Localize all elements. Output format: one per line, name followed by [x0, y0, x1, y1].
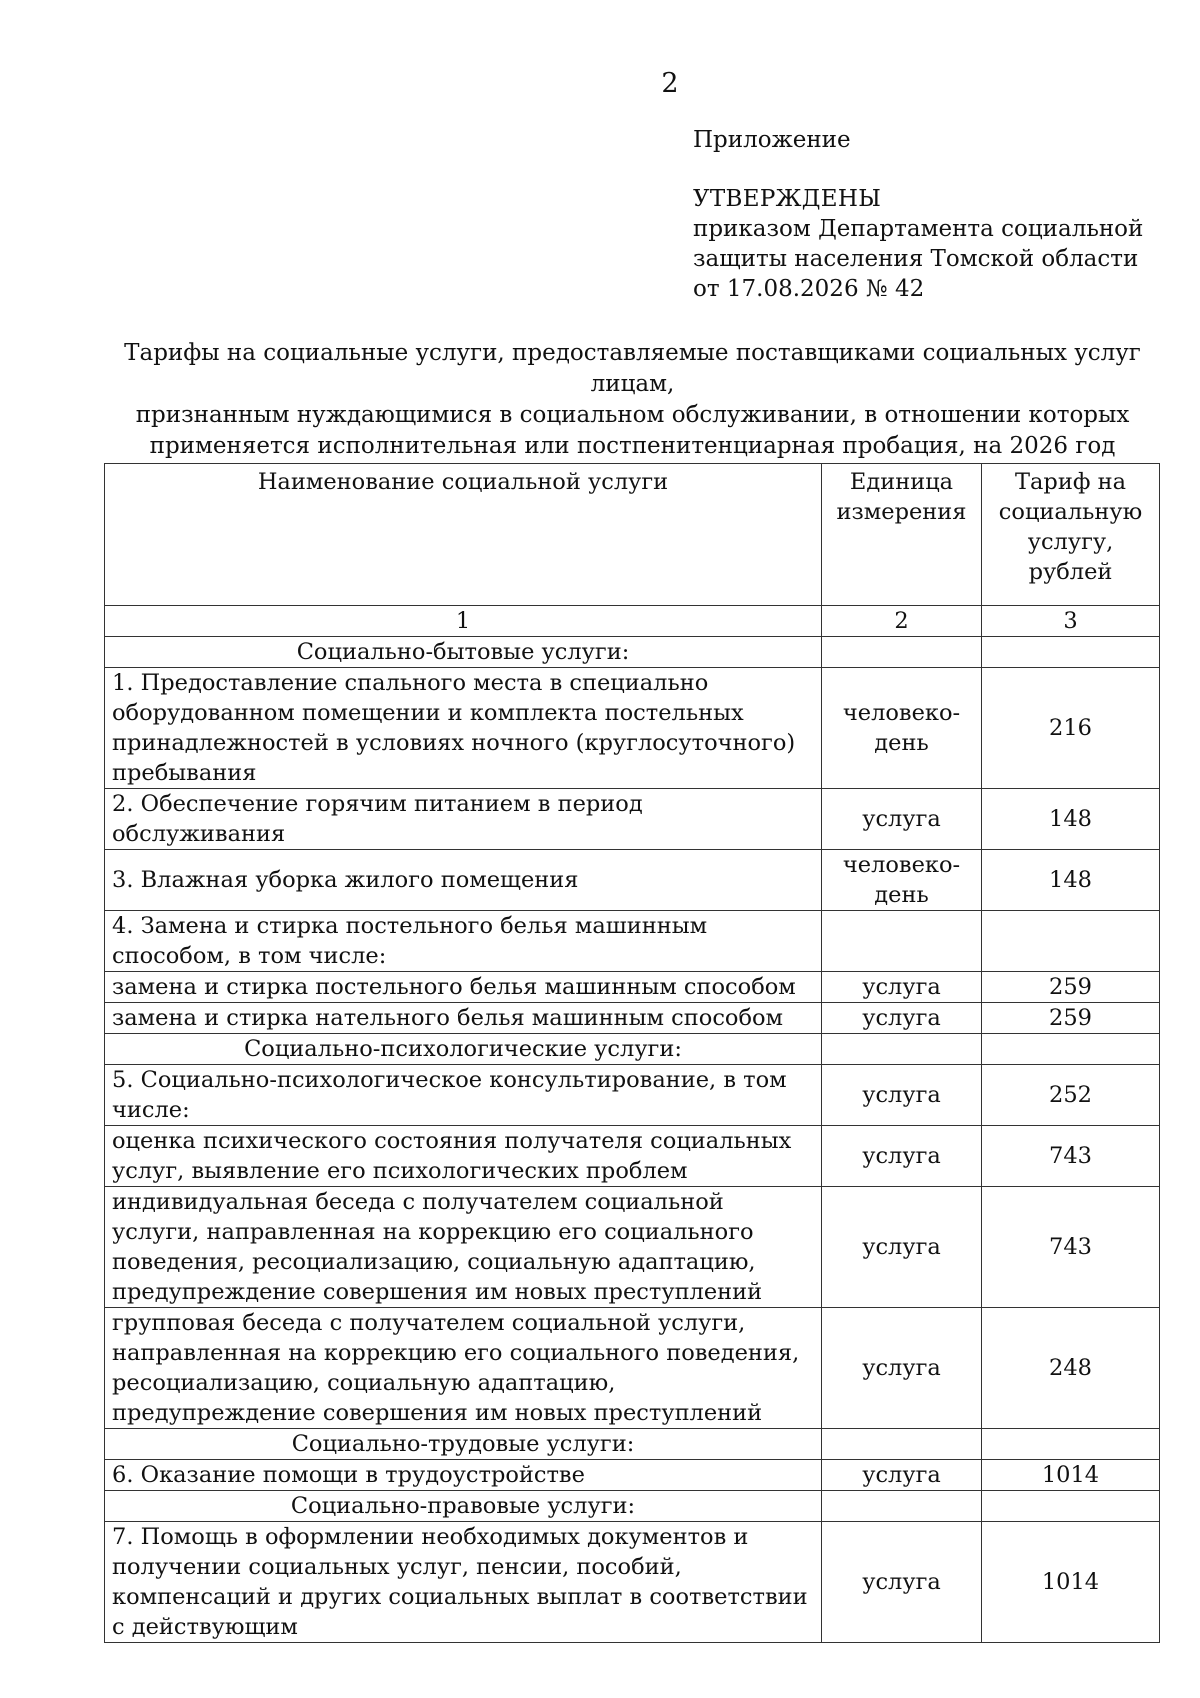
- table-row: [105, 911, 1160, 972]
- empty-cell: [822, 1429, 982, 1460]
- approval-block: [693, 125, 1143, 304]
- column-number: 1: [105, 606, 822, 637]
- empty-cell: [982, 1429, 1160, 1460]
- unit-value: услуга: [822, 1065, 982, 1126]
- empty-cell: [982, 1034, 1160, 1065]
- title-line-2: признанным нуждающимися в социальном обслуживании, в отношении которых: [135, 402, 1130, 428]
- unit-value: человеко-день: [822, 850, 982, 911]
- column-number: 3: [982, 606, 1160, 637]
- approval-line-3: от 17.08.2026 № 42: [693, 276, 925, 302]
- table-row: [105, 1065, 1160, 1126]
- empty-cell: [822, 1034, 982, 1065]
- service-name: замена и стирка нательного белья машинным способом: [105, 1003, 822, 1034]
- unit-value: услуга: [822, 1003, 982, 1034]
- service-name: замена и стирка постельного белья машинным способом: [105, 972, 822, 1003]
- title-line-1: Тарифы на социальные услуги, предоставляемые поставщиками социальных услуг лицам,: [124, 340, 1141, 397]
- header-unit: Единица измерения: [822, 464, 982, 606]
- tariff-value: 148: [982, 789, 1160, 850]
- approval-line-1: приказом Департамента социальной: [693, 216, 1144, 242]
- section-row-household: [105, 637, 1160, 668]
- service-name: групповая беседа с получателем социальной услуги, направленная на коррекцию его социального поведения, ресоциализацию, социальную адаптацию, предупреждение совершения им новых преступлений: [105, 1308, 822, 1429]
- tariff-value: 1014: [982, 1460, 1160, 1491]
- service-name: 6. Оказание помощи в трудоустройстве: [105, 1460, 822, 1491]
- unit-value: услуга: [822, 1522, 982, 1643]
- table-row: [105, 850, 1160, 911]
- column-number-row: [105, 606, 1160, 637]
- table-row: [105, 1003, 1160, 1034]
- table-row: [105, 1308, 1160, 1429]
- unit-value: услуга: [822, 789, 982, 850]
- header-service-name: Наименование социальной услуги: [105, 464, 822, 606]
- tariff-value: [982, 911, 1160, 972]
- unit-value: услуга: [822, 1187, 982, 1308]
- section-row-labor: [105, 1429, 1160, 1460]
- section-row-psychological: [105, 1034, 1160, 1065]
- section-title: Социально-психологические услуги:: [105, 1034, 822, 1065]
- tariff-value: 216: [982, 668, 1160, 789]
- tariff-value: 259: [982, 1003, 1160, 1034]
- empty-cell: [982, 637, 1160, 668]
- appendix-label: Приложение: [693, 127, 851, 153]
- unit-value: услуга: [822, 1308, 982, 1429]
- table-row: [105, 1126, 1160, 1187]
- tariff-table: [104, 463, 1160, 1643]
- unit-value: услуга: [822, 1126, 982, 1187]
- unit-value: [822, 911, 982, 972]
- tariff-value: 148: [982, 850, 1160, 911]
- header-tariff: Тариф на социальную услугу, рублей: [982, 464, 1160, 606]
- table-row: [105, 1522, 1160, 1643]
- service-name: 5. Социально-психологическое консультирование, в том числе:: [105, 1065, 822, 1126]
- section-title: Социально-трудовые услуги:: [105, 1429, 822, 1460]
- unit-value: услуга: [822, 1460, 982, 1491]
- service-name: 1. Предоставление спального места в специально оборудованном помещении и комплекта постельных принадлежностей в условиях ночного (круглосуточного) пребывания: [105, 668, 822, 789]
- section-title: Социально-бытовые услуги:: [105, 637, 822, 668]
- table-row: [105, 1460, 1160, 1491]
- document-title: [105, 338, 1160, 462]
- tariff-value: 1014: [982, 1522, 1160, 1643]
- column-number: 2: [822, 606, 982, 637]
- table-header-row: [105, 464, 1160, 606]
- empty-cell: [822, 1491, 982, 1522]
- table-row: [105, 668, 1160, 789]
- empty-cell: [982, 1491, 1160, 1522]
- service-name: оценка психического состояния получателя социальных услуг, выявление его психологических проблем: [105, 1126, 822, 1187]
- page-number: 2: [661, 68, 679, 99]
- unit-value: человеко-день: [822, 668, 982, 789]
- service-name: индивидуальная беседа с получателем социальной услуги, направленная на коррекцию его социального поведения, ресоциализацию, социальную адаптацию, предупреждение совершения им новых преступлений: [105, 1187, 822, 1308]
- section-row-legal: [105, 1491, 1160, 1522]
- tariff-value: 252: [982, 1065, 1160, 1126]
- service-name: 3. Влажная уборка жилого помещения: [105, 850, 822, 911]
- service-name: 2. Обеспечение горячим питанием в период обслуживания: [105, 789, 822, 850]
- unit-value: услуга: [822, 972, 982, 1003]
- tariff-value: 743: [982, 1187, 1160, 1308]
- table-row: [105, 972, 1160, 1003]
- service-name: 7. Помощь в оформлении необходимых документов и получении социальных услуг, пенсии, пособий, компенсаций и других социальных выплат в соответствии с действующим: [105, 1522, 822, 1643]
- approval-line-2: защиты населения Томской области: [693, 246, 1139, 272]
- section-title: Социально-правовые услуги:: [105, 1491, 822, 1522]
- tariff-value: 248: [982, 1308, 1160, 1429]
- service-name: 4. Замена и стирка постельного белья машинным способом, в том числе:: [105, 911, 822, 972]
- tariff-value: 743: [982, 1126, 1160, 1187]
- title-line-3: применяется исполнительная или постпенитенциарная пробация, на 2026 год: [149, 433, 1116, 459]
- approved-label: УТВЕРЖДЕНЫ: [693, 186, 882, 212]
- table-row: [105, 1187, 1160, 1308]
- empty-cell: [822, 637, 982, 668]
- tariff-value: 259: [982, 972, 1160, 1003]
- table-row: [105, 789, 1160, 850]
